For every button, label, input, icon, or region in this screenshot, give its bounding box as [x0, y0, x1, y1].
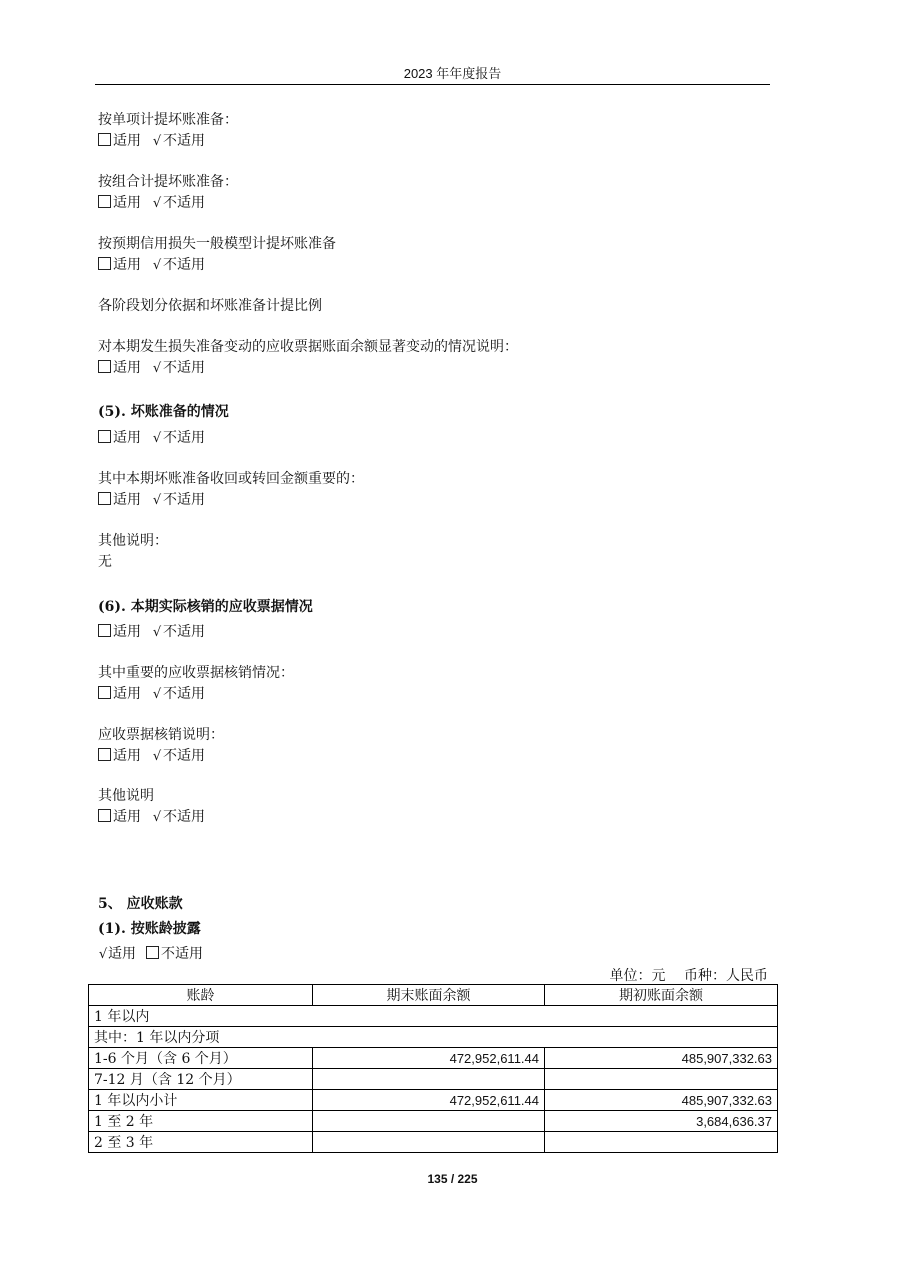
- section-label: 各阶段划分依据和坏账准备计提比例: [98, 298, 322, 314]
- table-header-row: [89, 985, 778, 1006]
- section-label: 其他说明：: [98, 533, 168, 549]
- currency-label: 币种：人民币: [684, 968, 768, 984]
- unchecked-box-icon: [98, 360, 111, 373]
- option-applicable-label: 适用: [113, 748, 141, 764]
- applicability-options: [98, 256, 205, 275]
- option-applicable-label: 适用: [113, 430, 141, 446]
- option-not-applicable-label: 不适用: [163, 492, 205, 508]
- checkmark-icon: √: [152, 196, 162, 211]
- unchecked-box-icon: [98, 430, 111, 443]
- option-not-applicable-label: 不适用: [163, 809, 205, 825]
- row-label: 1 至 2 年: [89, 1111, 313, 1132]
- option-not-applicable-label: 不适用: [163, 686, 205, 702]
- aging-table: [88, 984, 778, 1153]
- column-header: 期末账面余额: [313, 985, 545, 1006]
- section-text: 无: [98, 554, 112, 570]
- unchecked-box-icon: [98, 624, 111, 637]
- section-label: 其他说明: [98, 788, 154, 804]
- row-label: 7-12 月（含 12 个月）: [89, 1069, 313, 1090]
- section-5-subtitle: (1). 按账龄披露: [98, 921, 201, 937]
- applicability-options: [98, 747, 205, 766]
- end-balance-cell: 472,952,611.44: [313, 1048, 545, 1069]
- checkmark-icon: √: [152, 810, 162, 825]
- applicability-options: [98, 429, 205, 448]
- option-not-applicable-label: 不适用: [163, 430, 205, 446]
- unchecked-box-icon: [98, 492, 111, 505]
- section-heading: (6). 本期实际核销的应收票据情况: [98, 599, 313, 615]
- section-label: 应收票据核销说明：: [98, 727, 224, 743]
- table-row: [89, 1132, 778, 1153]
- checkmark-icon: √: [152, 625, 162, 640]
- option-not-applicable-label: 不适用: [163, 360, 205, 376]
- unchecked-box-icon: [98, 686, 111, 699]
- checkmark-icon: √: [152, 361, 162, 376]
- table-row: [89, 1111, 778, 1132]
- section-label: 按预期信用损失一般模型计提坏账准备: [98, 236, 336, 252]
- unchecked-box-icon: [98, 809, 111, 822]
- unit-label: 单位：元: [609, 968, 666, 984]
- unchecked-box-icon: [98, 257, 111, 270]
- applicability-options: [98, 623, 205, 642]
- section-label: 其中本期坏账准备收回或转回金额重要的：: [98, 471, 364, 487]
- applicability-options: [98, 945, 203, 964]
- applicability-options: [98, 132, 205, 151]
- applicability-options: [98, 685, 205, 704]
- option-applicable-label: 适用: [108, 946, 136, 962]
- end-balance-cell: [313, 1111, 545, 1132]
- section-label: 对本期发生损失准备变动的应收票据账面余额显著变动的情况说明：: [98, 339, 518, 355]
- row-label: 2 至 3 年: [89, 1132, 313, 1153]
- option-applicable-label: 适用: [113, 809, 141, 825]
- applicability-options: [98, 194, 205, 213]
- option-not-applicable-label: 不适用: [163, 195, 205, 211]
- table-row: [89, 1027, 778, 1048]
- option-applicable-label: 适用: [113, 195, 141, 211]
- row-label: 其中：1 年以内分项: [89, 1027, 778, 1048]
- unit-currency-note: [606, 965, 768, 985]
- checkmark-icon: √: [152, 134, 162, 149]
- option-not-applicable-label: 不适用: [163, 257, 205, 273]
- section-label: 按单项计提坏账准备：: [98, 112, 238, 128]
- applicability-options: [98, 359, 205, 378]
- unchecked-box-icon: [98, 748, 111, 761]
- option-not-applicable-label: 不适用: [163, 748, 205, 764]
- begin-balance-cell: 485,907,332.63: [545, 1048, 778, 1069]
- header-rule: [95, 84, 770, 85]
- option-applicable-label: 适用: [113, 686, 141, 702]
- column-header: 账龄: [89, 985, 313, 1006]
- checkmark-icon: √: [152, 749, 162, 764]
- row-label: 1 年以内: [89, 1006, 778, 1027]
- unchecked-box-icon: [98, 195, 111, 208]
- checkmark-icon: √: [152, 258, 162, 273]
- option-not-applicable-label: 不适用: [163, 624, 205, 640]
- applicability-options: [98, 491, 205, 510]
- end-balance-cell: [313, 1132, 545, 1153]
- end-balance-cell: 472,952,611.44: [313, 1090, 545, 1111]
- table-row: [89, 1090, 778, 1111]
- section-5-title: 5、 应收账款: [98, 896, 183, 912]
- checkmark-icon: √: [152, 431, 162, 446]
- table-row: [89, 1006, 778, 1027]
- option-not-applicable-label: 不适用: [163, 133, 205, 149]
- column-header: 期初账面余额: [545, 985, 778, 1006]
- row-label: 1-6 个月（含 6 个月）: [89, 1048, 313, 1069]
- section-label: 其中重要的应收票据核销情况：: [98, 665, 294, 681]
- option-applicable-label: 适用: [113, 360, 141, 376]
- unchecked-box-icon: [146, 946, 159, 959]
- option-applicable-label: 适用: [113, 257, 141, 273]
- option-applicable-label: 适用: [113, 492, 141, 508]
- checkmark-icon: √: [152, 493, 162, 508]
- report-header-title: 2023 年年度报告: [403, 66, 502, 81]
- end-balance-cell: [313, 1069, 545, 1090]
- begin-balance-cell: 485,907,332.63: [545, 1090, 778, 1111]
- option-applicable-label: 适用: [113, 133, 141, 149]
- begin-balance-cell: [545, 1069, 778, 1090]
- applicability-options: [98, 808, 205, 827]
- section-heading: (5). 坏账准备的情况: [98, 404, 229, 420]
- option-applicable-label: 适用: [113, 624, 141, 640]
- section-label: 按组合计提坏账准备：: [98, 174, 238, 190]
- begin-balance-cell: [545, 1132, 778, 1153]
- checkmark-icon: √: [98, 947, 108, 962]
- option-not-applicable-label: 不适用: [161, 946, 203, 962]
- page-number: 135 / 225: [427, 1172, 478, 1186]
- table-row: [89, 1069, 778, 1090]
- checkmark-icon: √: [152, 687, 162, 702]
- row-label: 1 年以内小计: [89, 1090, 313, 1111]
- unchecked-box-icon: [98, 133, 111, 146]
- begin-balance-cell: 3,684,636.37: [545, 1111, 778, 1132]
- table-row: [89, 1048, 778, 1069]
